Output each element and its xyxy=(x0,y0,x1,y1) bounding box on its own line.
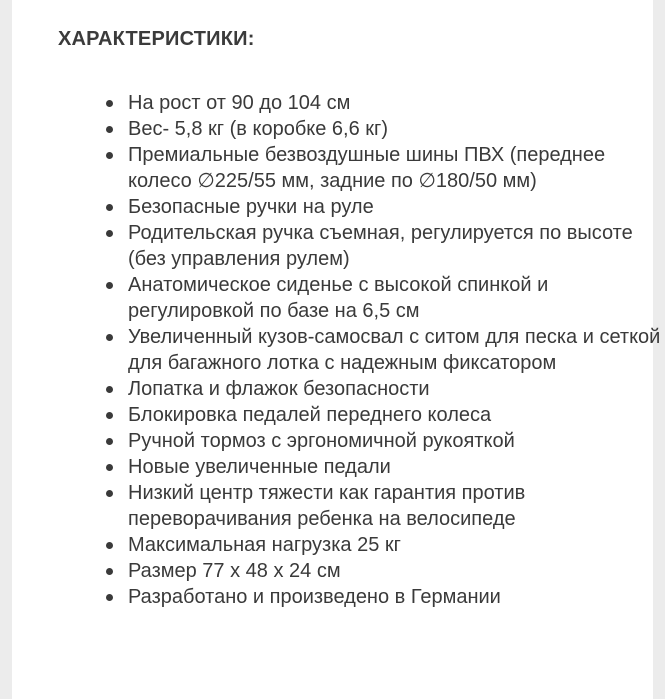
list-item-text: Родительская ручка съемная, регулируется по высоте (без управления рулем) xyxy=(128,222,633,270)
list-item xyxy=(128,142,665,194)
list-item xyxy=(128,116,665,142)
list-item-text: Размер 77 х 48 х 24 см xyxy=(128,560,341,582)
bullet-icon xyxy=(106,568,113,575)
list-item-text: Максимальная нагрузка 25 кг xyxy=(128,534,401,556)
list-item xyxy=(128,454,665,480)
list-item-text: На рост от 90 до 104 см xyxy=(128,92,351,114)
bullet-icon xyxy=(106,230,113,237)
bullet-icon xyxy=(106,542,113,549)
bullet-icon xyxy=(106,490,113,497)
list-item xyxy=(128,376,665,402)
list-item-text: Разработано и произведено в Германии xyxy=(128,586,501,608)
bullet-icon xyxy=(106,412,113,419)
bullet-icon xyxy=(106,100,113,107)
bullet-icon xyxy=(106,152,113,159)
list-item xyxy=(128,480,665,532)
content-card xyxy=(12,0,661,699)
list-item-text: Безопасные ручки на руле xyxy=(128,196,374,218)
bullet-icon xyxy=(106,204,113,211)
list-item-text: Низкий центр тяжести как гарантия против переворачивания ребенка на велосипеде xyxy=(128,482,526,530)
list-item-text: Вес- 5,8 кг (в коробке 6,6 кг) xyxy=(128,118,388,140)
list-item xyxy=(128,324,665,376)
bullet-icon xyxy=(106,438,113,445)
list-item-text: Премиальные безвоздушные шины ПВХ (переднее колесо ∅225/55 мм, задние по ∅180/50 мм) xyxy=(128,144,606,192)
list-item-text: Новые увеличенные педали xyxy=(128,456,391,478)
features-list xyxy=(102,90,665,610)
list-item xyxy=(128,428,665,454)
list-item-text: Анатомическое сиденье с высокой спинкой и регулировкой по базе на 6,5 см xyxy=(128,274,549,322)
list-item-text: Ручной тормоз с эргономичной рукояткой xyxy=(128,430,515,452)
list-item-text: Блокировка педалей переднего колеса xyxy=(128,404,492,426)
list-item-text: Увеличенный кузов-самосвал с ситом для песка и сеткой для багажного лотка с надежным фиксатором xyxy=(128,326,661,374)
list-item xyxy=(128,220,665,272)
bullet-icon xyxy=(106,386,113,393)
list-item xyxy=(128,272,665,324)
list-item xyxy=(128,402,665,428)
list-item xyxy=(128,532,665,558)
list-item xyxy=(128,194,665,220)
list-item xyxy=(128,558,665,584)
list-item xyxy=(128,584,665,610)
list-item-text: Лопатка и флажок безопасности xyxy=(128,378,430,400)
bullet-icon xyxy=(106,334,113,341)
bullet-icon xyxy=(106,594,113,601)
list-item xyxy=(128,90,665,116)
bullet-icon xyxy=(106,282,113,289)
section-heading: ХАРАКТЕРИСТИКИ: xyxy=(58,28,255,50)
bullet-icon xyxy=(106,464,113,471)
bullet-icon xyxy=(106,126,113,133)
